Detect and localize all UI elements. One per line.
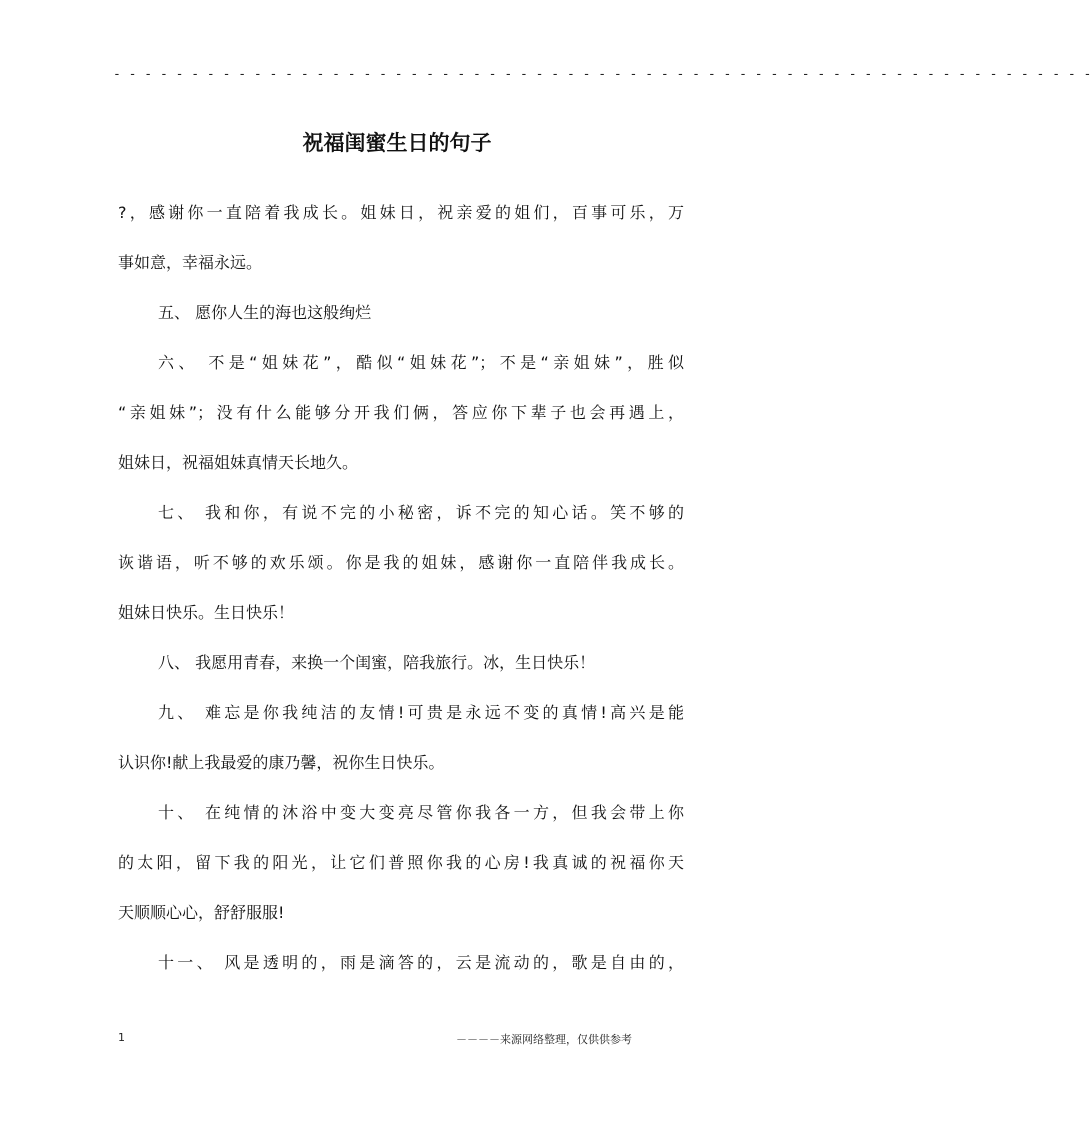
document-title: 祝福闺蜜生日的句子 — [302, 130, 492, 155]
document-body — [118, 188, 684, 988]
header-dashed-rule: - - - - - - - - - - - - - - - - - - - - - - - - - - - - - - - - - - - - - - - - - - - - - - - - - - - - - - - - - - - - - - - — [113, 67, 1091, 82]
body-line: ?，感谢你一直陪着我成长。姐妹日，祝亲爱的姐们，百事可乐，万 — [118, 203, 684, 222]
body-line: 天顺顺心心，舒舒服服! — [118, 903, 285, 922]
body-line: 七、 我和你，有说不完的小秘密，诉不完的知心话。笑不够的 — [158, 503, 684, 522]
body-line: 八、 我愿用青春，来换一个闺蜜，陪我旅行。冰，生日快乐！ — [158, 653, 596, 672]
body-line: 的太阳，留下我的阳光，让它们普照你我的心房!我真诚的祝福你天 — [118, 853, 684, 872]
body-line: 姐妹日快乐。生日快乐！ — [118, 603, 295, 622]
footer-source-note: －－－－来源网络整理，仅供供参考 — [456, 1033, 632, 1046]
body-line: 诙谐语，听不够的欢乐颂。你是我的姐妹，感谢你一直陪伴我成长。 — [118, 553, 684, 572]
body-line: 十、 在纯情的沐浴中变大变亮尽管你我各一方，但我会带上你 — [158, 803, 684, 822]
body-line: 六、 不是“姐妹花”，酷似“姐妹花”；不是“亲姐妹”，胜似 — [158, 353, 684, 372]
page-number: 1 — [118, 1031, 125, 1044]
body-line: 姐妹日，祝福姐妹真情天长地久。 — [118, 453, 359, 472]
body-line: “亲姐妹”；没有什么能够分开我们俩，答应你下辈子也会再遇上， — [118, 403, 684, 422]
body-line: 五、 愿你人生的海也这般绚烂 — [158, 303, 372, 322]
body-line: 事如意，幸福永远。 — [118, 253, 263, 272]
body-line: 认识你!献上我最爱的康乃馨，祝你生日快乐。 — [118, 753, 445, 772]
body-line: 九、 难忘是你我纯洁的友情!可贵是永远不变的真情!高兴是能 — [158, 703, 684, 722]
body-line: 十一、 风是透明的，雨是滴答的，云是流动的，歌是自由的， — [158, 953, 684, 972]
